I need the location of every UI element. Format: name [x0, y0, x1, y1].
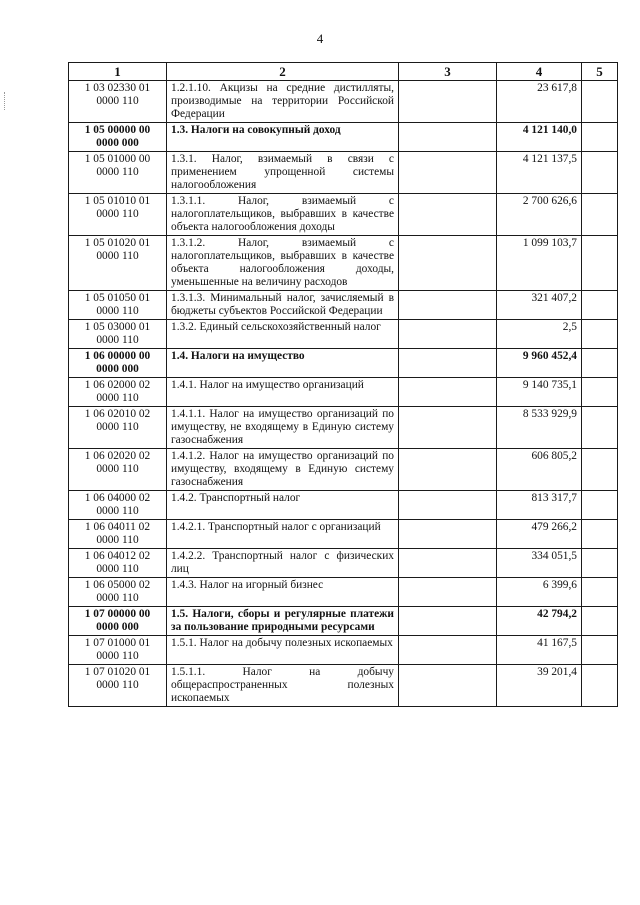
row-name: 1.5.1. Налог на добычу полезных ископаемых	[167, 636, 399, 665]
row-col5	[582, 194, 618, 236]
row-amount: 2 700 626,6	[497, 194, 582, 236]
row-code: 1 05 00000 00 0000 000	[69, 123, 167, 152]
row-col3	[399, 407, 497, 449]
row-amount: 321 407,2	[497, 291, 582, 320]
column-header: 3	[399, 63, 497, 81]
table-row	[69, 636, 618, 665]
table-row	[69, 378, 618, 407]
column-header: 2	[167, 63, 399, 81]
row-code: 1 07 01000 01 0000 110	[69, 636, 167, 665]
row-code: 1 06 02010 02 0000 110	[69, 407, 167, 449]
row-name: 1.3.2. Единый сельскохозяйственный налог	[167, 320, 399, 349]
row-code: 1 05 01000 00 0000 110	[69, 152, 167, 194]
row-col3	[399, 636, 497, 665]
row-amount: 9 140 735,1	[497, 378, 582, 407]
row-col5	[582, 349, 618, 378]
table-row	[69, 491, 618, 520]
row-name: 1.4.3. Налог на игорный бизнес	[167, 578, 399, 607]
table-row	[69, 291, 618, 320]
row-amount: 2,5	[497, 320, 582, 349]
table-row	[69, 349, 618, 378]
row-amount: 9 960 452,4	[497, 349, 582, 378]
row-amount: 23 617,8	[497, 81, 582, 123]
row-col5	[582, 236, 618, 291]
row-name: 1.3. Налоги на совокупный доход	[167, 123, 399, 152]
row-code: 1 06 04011 02 0000 110	[69, 520, 167, 549]
row-amount: 4 121 140,0	[497, 123, 582, 152]
row-code: 1 05 01050 01 0000 110	[69, 291, 167, 320]
row-col5	[582, 607, 618, 636]
row-name: 1.3.1.2. Налог, взимаемый с налогоплательщиков, выбравших в качестве объекта налогообложения доходы, уменьшенные на величину расходов	[167, 236, 399, 291]
table-row	[69, 549, 618, 578]
row-code: 1 05 01020 01 0000 110	[69, 236, 167, 291]
table-row	[69, 194, 618, 236]
table-row	[69, 236, 618, 291]
row-amount: 8 533 929,9	[497, 407, 582, 449]
row-col5	[582, 578, 618, 607]
row-name: 1.3.1.3. Минимальный налог, зачисляемый в бюджеты субъектов Российской Федерации	[167, 291, 399, 320]
table-row	[69, 578, 618, 607]
row-amount: 42 794,2	[497, 607, 582, 636]
row-col3	[399, 520, 497, 549]
row-col5	[582, 549, 618, 578]
column-header: 4	[497, 63, 582, 81]
row-name: 1.5. Налоги, сборы и регулярные платежи за пользование природными ресурсами	[167, 607, 399, 636]
table-row	[69, 449, 618, 491]
table-row	[69, 407, 618, 449]
revenue-table	[68, 62, 618, 707]
row-col5	[582, 291, 618, 320]
row-col5	[582, 491, 618, 520]
row-col3	[399, 236, 497, 291]
row-name: 1.2.1.10. Акцизы на средние дистилляты, производимые на территории Российской Федерации	[167, 81, 399, 123]
row-col5	[582, 81, 618, 123]
row-amount: 606 805,2	[497, 449, 582, 491]
row-name: 1.5.1.1. Налог на добычу общераспространенных полезных ископаемых	[167, 665, 399, 707]
row-col3	[399, 349, 497, 378]
row-code: 1 05 01010 01 0000 110	[69, 194, 167, 236]
row-col3	[399, 607, 497, 636]
row-code: 1 06 04000 02 0000 110	[69, 491, 167, 520]
row-name: 1.3.1.1. Налог, взимаемый с налогоплательщиков, выбравших в качестве объекта налогообложения доходы	[167, 194, 399, 236]
row-col5	[582, 520, 618, 549]
row-col5	[582, 407, 618, 449]
row-code: 1 06 00000 00 0000 000	[69, 349, 167, 378]
row-code: 1 07 01020 01 0000 110	[69, 665, 167, 707]
row-code: 1 06 02000 02 0000 110	[69, 378, 167, 407]
row-col3	[399, 449, 497, 491]
row-code: 1 05 03000 01 0000 110	[69, 320, 167, 349]
table-row	[69, 123, 618, 152]
row-amount: 334 051,5	[497, 549, 582, 578]
row-amount: 39 201,4	[497, 665, 582, 707]
row-name: 1.4.1.2. Налог на имущество организаций по имуществу, входящему в Единую систему газоснабжения	[167, 449, 399, 491]
row-name: 1.4.2.1. Транспортный налог с организаций	[167, 520, 399, 549]
row-amount: 813 317,7	[497, 491, 582, 520]
scan-margin-mark	[4, 92, 9, 110]
row-col5	[582, 665, 618, 707]
table-row	[69, 665, 618, 707]
row-name: 1.4.1.1. Налог на имущество организаций по имуществу, не входящему в Единую систему газоснабжения	[167, 407, 399, 449]
row-col3	[399, 320, 497, 349]
row-amount: 41 167,5	[497, 636, 582, 665]
column-header: 5	[582, 63, 618, 81]
row-code: 1 06 04012 02 0000 110	[69, 549, 167, 578]
column-header: 1	[69, 63, 167, 81]
row-col3	[399, 152, 497, 194]
table-row	[69, 152, 618, 194]
row-col3	[399, 123, 497, 152]
table-body	[69, 81, 618, 707]
row-code: 1 03 02330 01 0000 110	[69, 81, 167, 123]
row-col3	[399, 291, 497, 320]
row-col5	[582, 152, 618, 194]
row-col5	[582, 449, 618, 491]
row-name: 1.4.2.2. Транспортный налог с физических лиц	[167, 549, 399, 578]
table-header-row	[69, 63, 618, 81]
row-col3	[399, 378, 497, 407]
row-code: 1 06 05000 02 0000 110	[69, 578, 167, 607]
row-col3	[399, 578, 497, 607]
table-row	[69, 320, 618, 349]
row-col3	[399, 549, 497, 578]
row-amount: 1 099 103,7	[497, 236, 582, 291]
row-name: 1.3.1. Налог, взимаемый в связи с применением упрощенной системы налогообложения	[167, 152, 399, 194]
row-col3	[399, 194, 497, 236]
row-col3	[399, 81, 497, 123]
row-col5	[582, 378, 618, 407]
row-name: 1.4. Налоги на имущество	[167, 349, 399, 378]
row-col5	[582, 320, 618, 349]
row-code: 1 06 02020 02 0000 110	[69, 449, 167, 491]
table-row	[69, 520, 618, 549]
row-amount: 4 121 137,5	[497, 152, 582, 194]
row-code: 1 07 00000 00 0000 000	[69, 607, 167, 636]
row-name: 1.4.1. Налог на имущество организаций	[167, 378, 399, 407]
table-row	[69, 607, 618, 636]
row-col5	[582, 636, 618, 665]
page-number: 4	[316, 31, 324, 46]
table-row	[69, 81, 618, 123]
row-amount: 6 399,6	[497, 578, 582, 607]
row-amount: 479 266,2	[497, 520, 582, 549]
row-col3	[399, 665, 497, 707]
row-col5	[582, 123, 618, 152]
row-name: 1.4.2. Транспортный налог	[167, 491, 399, 520]
row-col3	[399, 491, 497, 520]
